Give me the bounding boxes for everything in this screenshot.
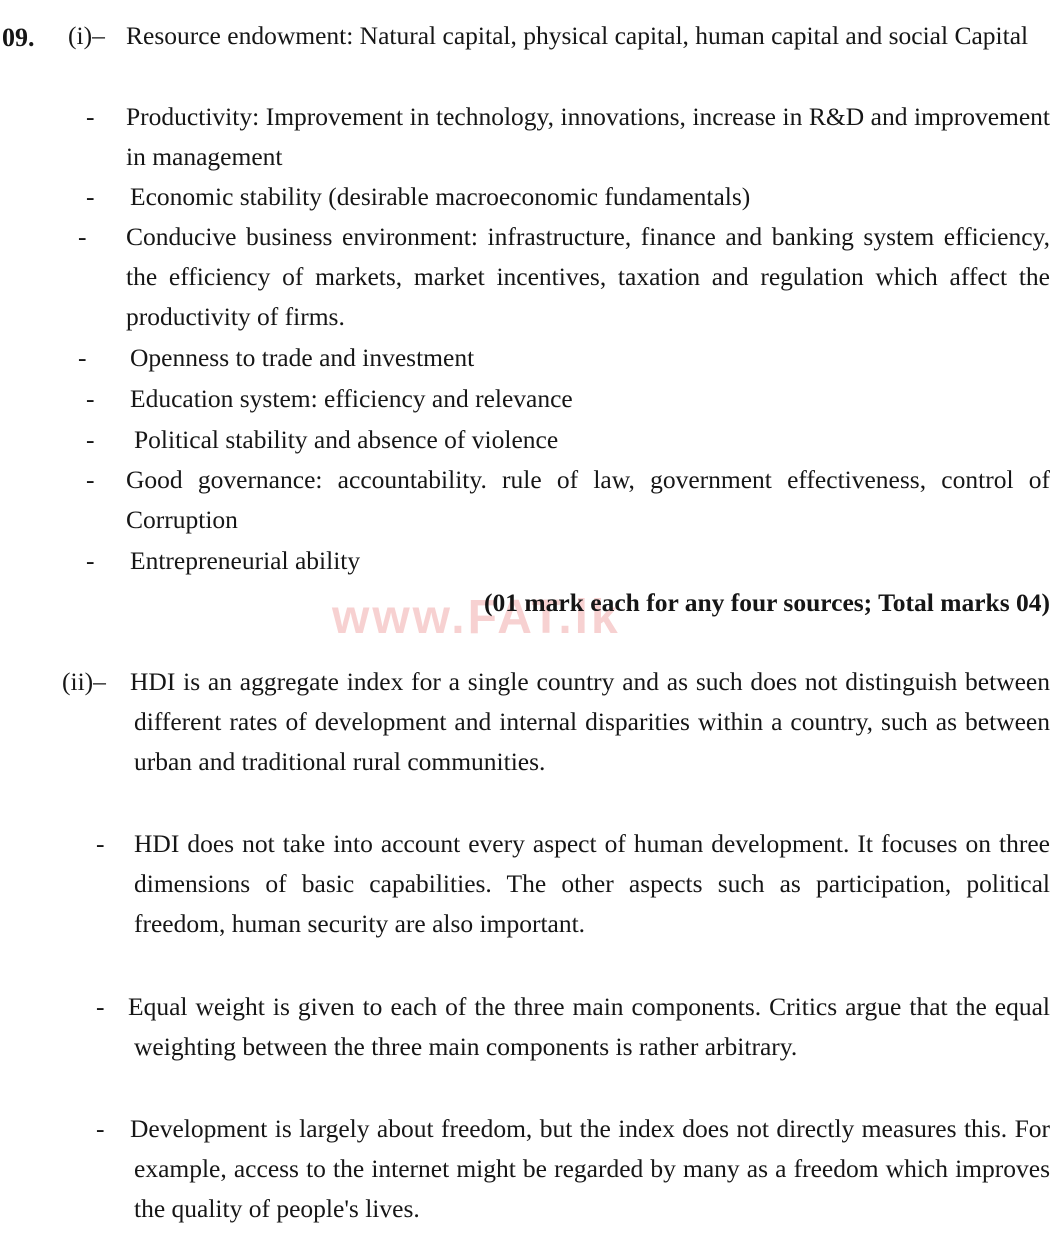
marks-note: (01 mark each for any four sources; Total marks 04) <box>484 588 1050 617</box>
part-ii-item-1: HDI is an aggregate index for a single country and as such does not distinguish between different rates of development and internal disparities within a country, such as between urban and traditional rural communities. <box>130 667 1050 776</box>
part-i-dash-2: - <box>86 102 95 131</box>
part-i-dash-4: - <box>78 222 87 251</box>
part-i-item-1: Resource endowment: Natural capital, physical capital, human capital and social Capital <box>126 21 1029 50</box>
part-i-dash-9: - <box>86 546 95 575</box>
part-ii-dash-4: - <box>96 1114 105 1143</box>
part-i-item-9: Entrepreneurial ability <box>130 546 361 575</box>
part-ii-dash-3: - <box>96 992 105 1021</box>
watermark: www.FAT.lk <box>332 591 621 644</box>
part-ii-item-2: HDI does not take into account every aspect of human development. It focuses on three dimensions of basic capabilities. The other aspects such as participation, political freedom, human security are also important. <box>134 829 1050 938</box>
part-i-dash-5: - <box>78 343 87 372</box>
part-ii-item-3: Equal weight is given to each of the three main components. Critics argue that the equal weighting between the three main components is rather arbitrary. <box>128 992 1050 1061</box>
part-i-dash-3: - <box>86 182 95 211</box>
part-i-item-2: Productivity: Improvement in technology, innovations, increase in R&D and improvement in management <box>126 102 1050 171</box>
part-ii-label: (ii)– <box>62 667 106 696</box>
part-i-label: (i)– <box>68 21 105 50</box>
part-i-item-7: Political stability and absence of violence <box>134 425 559 454</box>
part-i-item-5: Openness to trade and investment <box>130 343 475 372</box>
part-i-item-8: Good governance: accountability. rule of law, government effectiveness, control of Corruption <box>126 465 1050 534</box>
part-i-item-4: Conducive business environment: infrastructure, finance and banking system efficiency, the efficiency of markets, market incentives, taxation and regulation which affect the productivity of firms. <box>126 222 1050 331</box>
part-i-dash-6: - <box>86 384 95 413</box>
part-i-item-6: Education system: efficiency and relevance <box>130 384 573 413</box>
part-i-dash-8: - <box>86 465 95 494</box>
question-number: 09. <box>2 23 35 52</box>
part-ii-dash-2: - <box>96 829 105 858</box>
part-i-item-3: Economic stability (desirable macroeconomic fundamentals) <box>130 182 751 211</box>
part-ii-item-4: Development is largely about freedom, but the index does not directly measures this. For example, access to the internet might be regarded by many as a freedom which improves the quality of people's lives. <box>130 1114 1050 1223</box>
part-i-dash-7: - <box>86 425 95 454</box>
